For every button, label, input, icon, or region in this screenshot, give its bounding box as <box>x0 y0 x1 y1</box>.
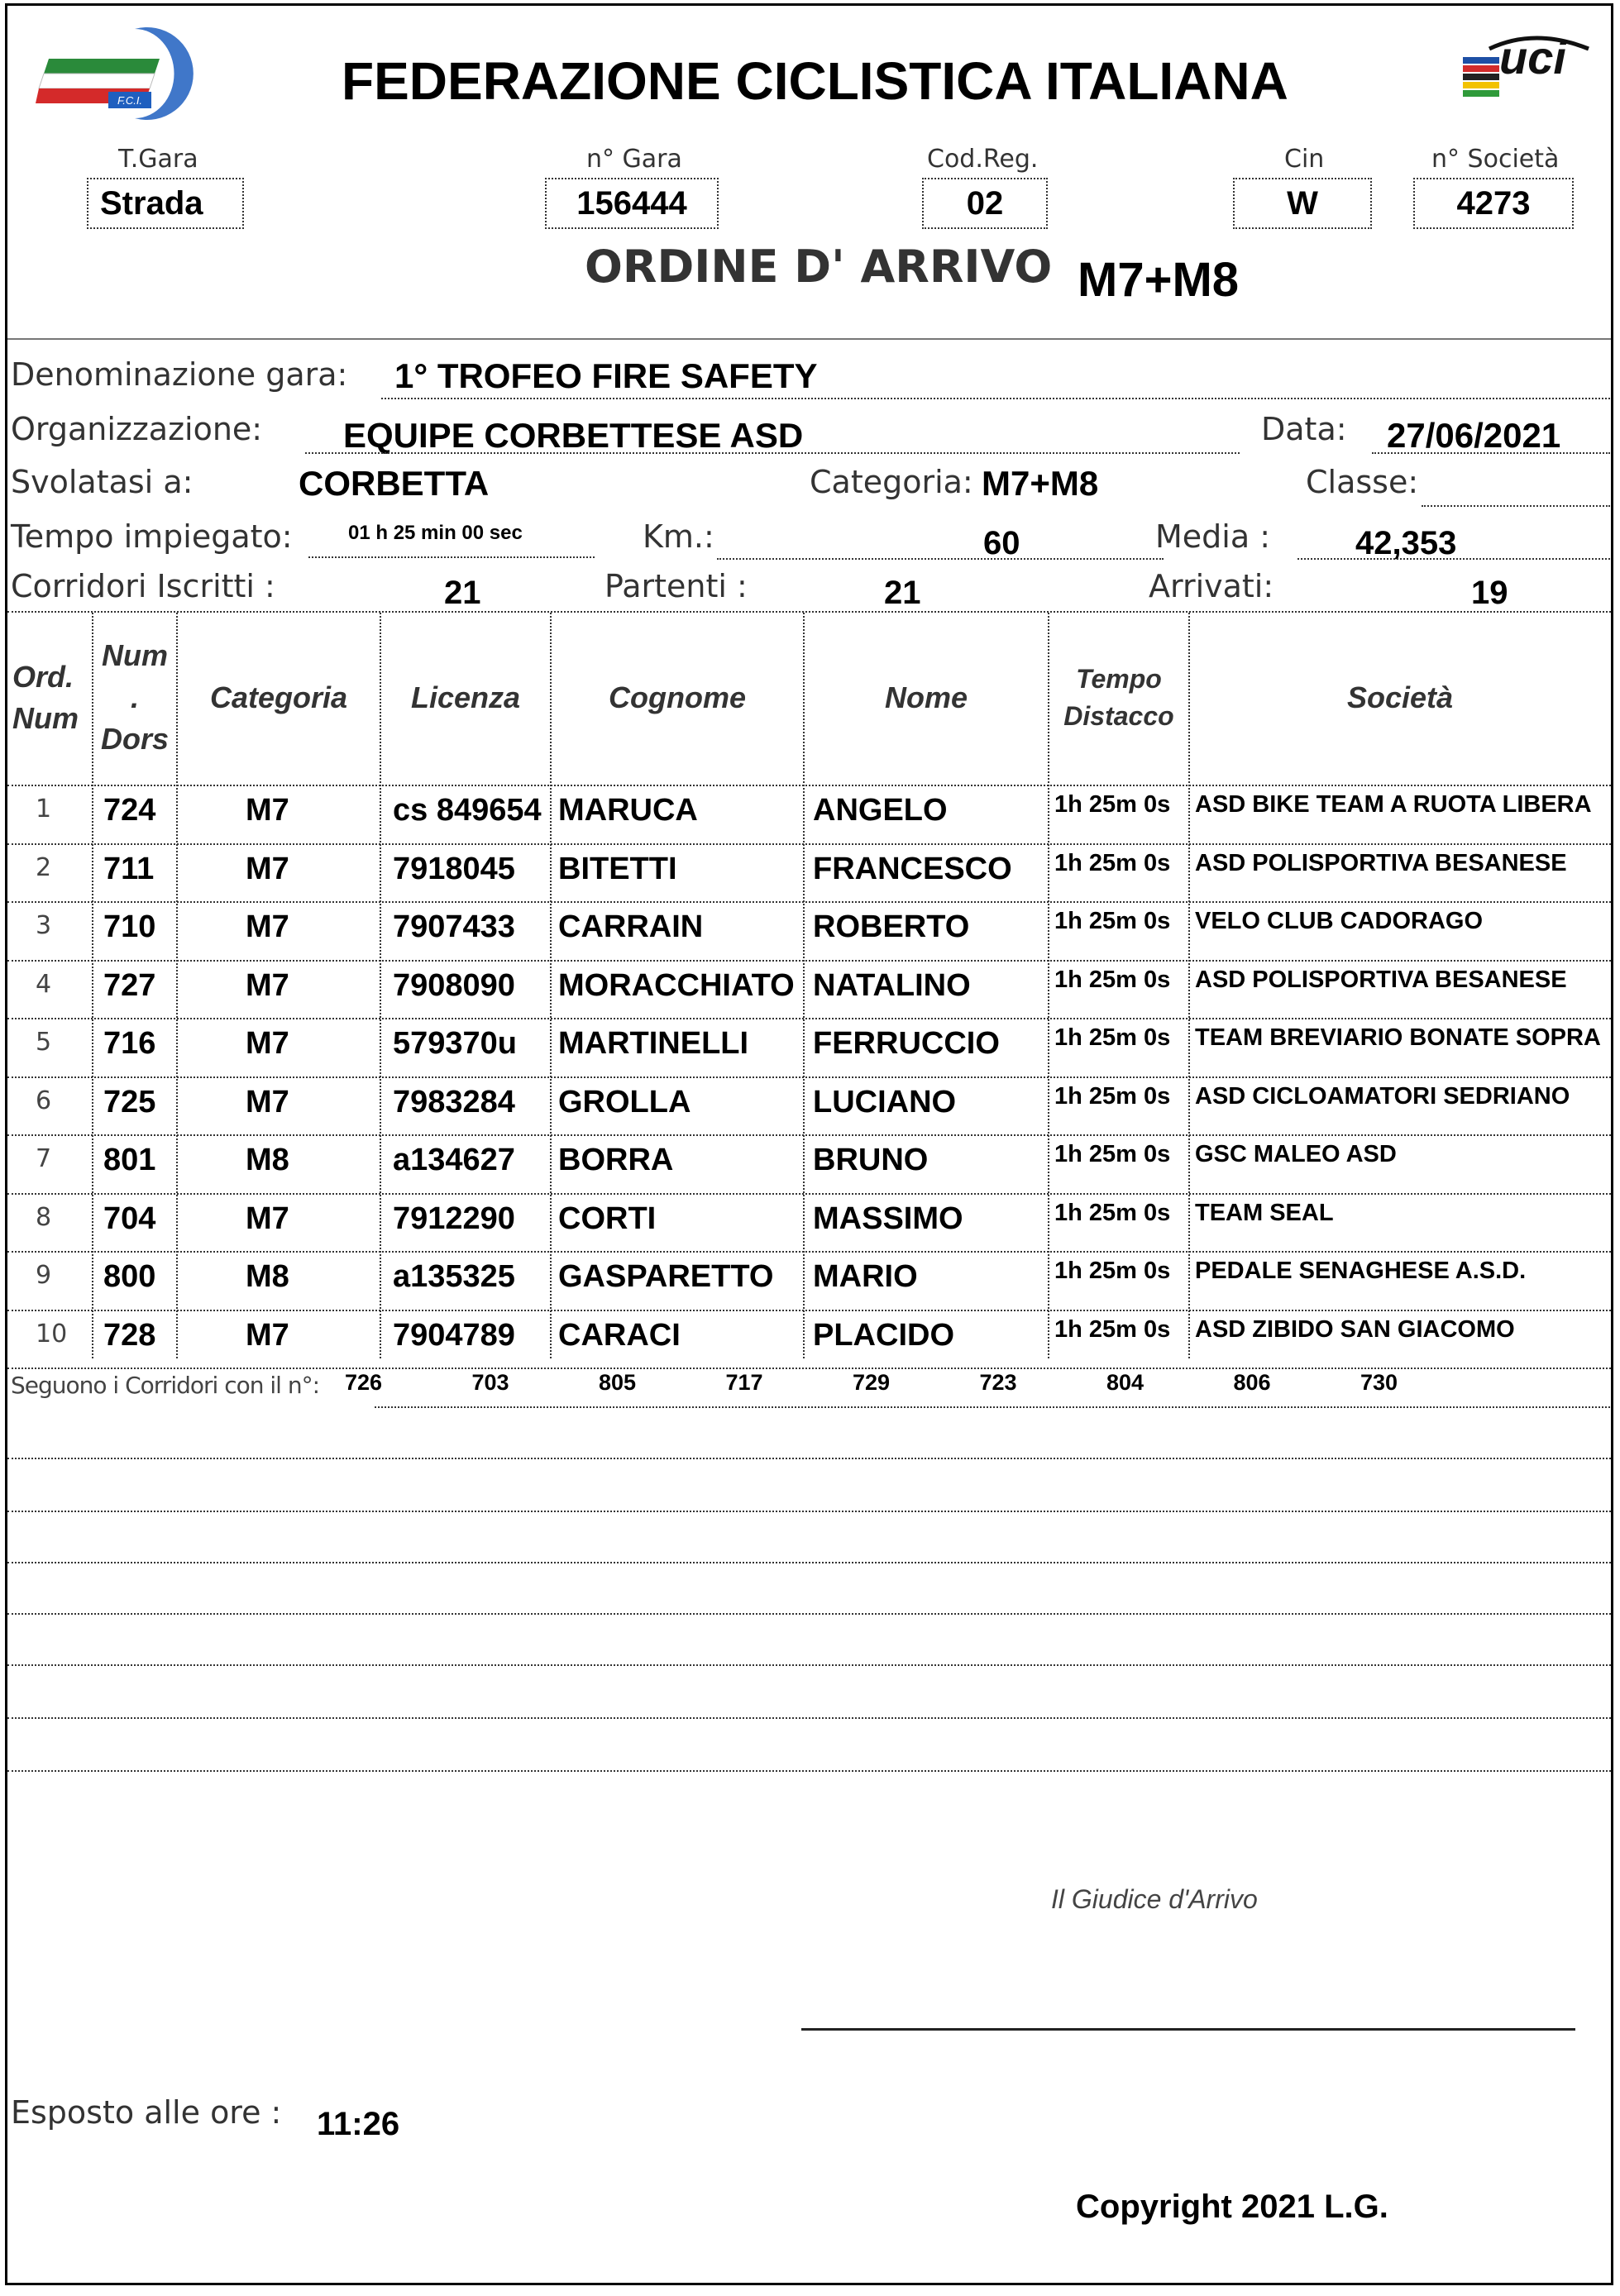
cell-societa: ASD CICLOAMATORI SEDRIANO <box>1195 1082 1570 1110</box>
cell-nome: LUCIANO <box>813 1084 957 1119</box>
following-number: 806 <box>1233 1370 1271 1395</box>
following-number: 723 <box>979 1370 1017 1395</box>
arrivati-label: Arrivati: <box>1149 568 1274 604</box>
table-row <box>7 1195 1611 1253</box>
table-row <box>7 845 1611 904</box>
federation-title: FEDERAZIONE CICLISTICA ITALIANA <box>342 51 1288 111</box>
tgara-field: Strada <box>87 178 244 229</box>
cin-field: W <box>1233 178 1372 229</box>
cell-tempo: 1h 25m 0s <box>1054 1024 1171 1051</box>
codreg-field: 02 <box>922 178 1048 229</box>
cin-label: Cin <box>1284 145 1325 174</box>
cell-tempo: 1h 25m 0s <box>1054 966 1171 993</box>
blank-line-5 <box>7 1664 1611 1666</box>
blank-line-6 <box>7 1717 1611 1719</box>
cell-tempo: 1h 25m 0s <box>1054 849 1171 876</box>
cell-nome: FRANCESCO <box>813 851 1012 886</box>
data-value: 27/06/2021 <box>1387 416 1561 455</box>
classe-line <box>1422 505 1610 507</box>
denominazione-label: Denominazione gara: <box>11 356 348 393</box>
cell-categoria: M7 <box>246 1026 289 1061</box>
header-ord <box>7 613 97 783</box>
header-separator <box>7 338 1611 340</box>
header-num-line2: . <box>130 680 139 714</box>
header-cognome: Cognome <box>609 680 746 714</box>
cell-categoria: M7 <box>246 1084 289 1119</box>
cell-ord: 4 <box>36 969 52 999</box>
cell-categoria: M7 <box>246 1201 289 1236</box>
cell-licenza: a135325 <box>393 1259 515 1294</box>
cell-cognome: MARTINELLI <box>558 1026 749 1061</box>
esposto-value: 11:26 <box>317 2106 400 2142</box>
cell-ord: 8 <box>36 1202 52 1232</box>
km-value: 60 <box>983 525 1020 561</box>
media-line <box>1297 558 1610 560</box>
uci-logo <box>1456 24 1597 131</box>
cell-nome: PLACIDO <box>813 1317 954 1353</box>
giudice-label: Il Giudice d'Arrivo <box>1051 1884 1258 1914</box>
cell-licenza: cs 849654 <box>393 793 542 828</box>
cell-ord: 7 <box>36 1144 52 1173</box>
cell-cognome: BORRA <box>558 1143 674 1177</box>
esposto-label: Esposto alle ore : <box>11 2094 282 2131</box>
tgara-label: T.Gara <box>118 145 198 174</box>
copyright: Copyright 2021 L.G. <box>1076 2189 1388 2225</box>
cell-ord: 10 <box>36 1319 68 1348</box>
cell-tempo: 1h 25m 0s <box>1054 1082 1171 1110</box>
cell-nome: NATALINO <box>813 967 971 1003</box>
nsocieta-field: 4273 <box>1413 178 1574 229</box>
cell-licenza: a134627 <box>393 1143 515 1177</box>
cell-dors: 728 <box>103 1317 156 1353</box>
header-tempo-line1: Tempo <box>1076 664 1162 695</box>
cell-cognome: MARUCA <box>558 793 698 828</box>
cell-dors: 704 <box>103 1201 156 1236</box>
cell-licenza: 7918045 <box>393 851 515 886</box>
fci-logo <box>36 26 209 122</box>
blank-line-2 <box>7 1511 1611 1512</box>
cell-societa: ASD BIKE TEAM A RUOTA LIBERA <box>1195 791 1592 818</box>
cell-licenza: 7983284 <box>393 1084 515 1119</box>
km-label: Km.: <box>643 518 714 555</box>
header-ord-line1: Ord. <box>12 659 74 694</box>
cell-dors: 711 <box>103 851 155 886</box>
blank-line-4 <box>7 1613 1611 1615</box>
cell-licenza: 579370u <box>393 1026 518 1061</box>
cell-dors: 800 <box>103 1259 156 1294</box>
cell-dors: 727 <box>103 967 156 1003</box>
cell-societa: GSC MALEO ASD <box>1195 1141 1397 1167</box>
cell-cognome: CARACI <box>558 1317 681 1353</box>
data-label: Data: <box>1261 411 1347 447</box>
cell-tempo: 1h 25m 0s <box>1054 1258 1171 1284</box>
denominazione-line <box>381 398 1610 399</box>
header-num-line1: Num <box>102 638 168 673</box>
blank-line-1 <box>7 1458 1611 1459</box>
results-sheet <box>5 3 1613 2285</box>
cell-cognome: CARRAIN <box>558 909 704 944</box>
cell-categoria: M8 <box>246 1143 289 1177</box>
cell-cognome: CORTI <box>558 1201 657 1236</box>
data-line <box>1372 452 1610 454</box>
cell-societa: ASD ZIBIDO SAN GIACOMO <box>1195 1315 1515 1343</box>
cell-cognome: GROLLA <box>558 1084 691 1119</box>
partenti-label: Partenti : <box>605 568 748 604</box>
arrivati-value: 19 <box>1471 575 1508 611</box>
header-nome: Nome <box>884 680 968 714</box>
partenti-value: 21 <box>884 575 921 611</box>
blank-line-7 <box>7 1770 1611 1772</box>
table-row <box>7 962 1611 1020</box>
cell-categoria: M7 <box>246 851 289 886</box>
iscritti-value: 21 <box>444 575 481 611</box>
cell-nome: ANGELO <box>813 793 948 828</box>
media-value: 42,353 <box>1355 525 1457 561</box>
doc-title: ORDINE D' ARRIVO <box>585 241 1053 293</box>
fci-logo-text: F.C.I. <box>117 94 143 107</box>
table-row <box>7 1311 1611 1370</box>
header-num-line3: Dors <box>100 722 170 757</box>
cell-ord: 5 <box>36 1028 52 1057</box>
classe-label: Classe: <box>1306 464 1419 500</box>
ngara-field: 156444 <box>545 178 719 229</box>
uci-logo-text: uci <box>1499 31 1566 84</box>
cell-categoria: M7 <box>246 1317 289 1353</box>
km-line <box>717 558 1164 560</box>
organizzazione-label: Organizzazione: <box>11 411 263 447</box>
following-label: Seguono i Corridori con il n°: <box>11 1372 320 1399</box>
cell-societa: TEAM BREVIARIO BONATE SOPRA <box>1195 1024 1601 1051</box>
cell-ord: 2 <box>36 852 52 882</box>
following-number: 703 <box>471 1370 509 1395</box>
signature-line <box>801 2028 1575 2031</box>
table-row <box>7 1078 1611 1137</box>
following-number: 804 <box>1106 1370 1145 1395</box>
cell-ord: 1 <box>36 795 52 823</box>
cell-nome: BRUNO <box>813 1143 929 1177</box>
cell-nome: MASSIMO <box>813 1201 963 1236</box>
header-societa: Società <box>1346 680 1454 714</box>
table-row <box>7 1253 1611 1311</box>
header-tempo-line2: Distacco <box>1063 701 1174 731</box>
cell-categoria: M7 <box>246 967 289 1003</box>
cell-dors: 716 <box>103 1026 156 1061</box>
cell-societa: ASD POLISPORTIVA BESANESE <box>1195 966 1567 993</box>
following-number: 730 <box>1360 1370 1398 1395</box>
cell-categoria: M7 <box>246 909 289 944</box>
header-num-dors <box>93 613 176 783</box>
cell-societa: ASD POLISPORTIVA BESANESE <box>1195 849 1567 876</box>
table-row <box>7 786 1611 845</box>
header-tempo <box>1049 613 1188 783</box>
cell-tempo: 1h 25m 0s <box>1054 1315 1171 1343</box>
cell-dors: 725 <box>103 1084 156 1119</box>
cell-dors: 801 <box>103 1143 156 1177</box>
cell-ord: 9 <box>36 1261 52 1290</box>
following-number: 726 <box>345 1370 383 1395</box>
table-row <box>7 1019 1611 1078</box>
cell-licenza: 7907433 <box>393 909 515 944</box>
cell-nome: ROBERTO <box>813 909 970 944</box>
cell-ord: 3 <box>36 911 52 940</box>
organizzazione-value: EQUIPE CORBETTESE ASD <box>343 416 804 455</box>
media-label: Media : <box>1155 518 1271 555</box>
cell-categoria: M7 <box>246 793 289 828</box>
ngara-label: n° Gara <box>586 145 682 174</box>
cell-nome: FERRUCCIO <box>813 1026 1000 1061</box>
following-number: 805 <box>599 1370 637 1395</box>
cell-dors: 724 <box>103 793 156 828</box>
cell-tempo: 1h 25m 0s <box>1054 1199 1171 1226</box>
organizzazione-line <box>305 452 1240 454</box>
categoria-value: M7+M8 <box>982 464 1099 503</box>
cell-tempo: 1h 25m 0s <box>1054 1141 1171 1167</box>
categoria-label: Categoria: <box>810 464 973 500</box>
following-number: 729 <box>853 1370 891 1395</box>
tempo-label: Tempo impiegato: <box>11 518 293 555</box>
iscritti-label: Corridori Iscritti : <box>11 568 275 604</box>
svolatasi-value: CORBETTA <box>299 464 490 503</box>
denominazione-value: 1° TROFEO FIRE SAFETY <box>394 356 818 395</box>
cell-nome: MARIO <box>813 1259 918 1294</box>
cell-cognome: GASPARETTO <box>558 1259 774 1294</box>
table-row <box>7 903 1611 962</box>
cell-societa: PEDALE SENAGHESE A.S.D. <box>1195 1258 1527 1284</box>
cell-tempo: 1h 25m 0s <box>1054 908 1171 934</box>
cell-licenza: 7904789 <box>393 1317 515 1353</box>
cell-dors: 710 <box>103 909 156 944</box>
cell-tempo: 1h 25m 0s <box>1054 791 1171 818</box>
header-licenza: Licenza <box>410 680 521 714</box>
cell-societa: VELO CLUB CADORAGO <box>1195 908 1483 934</box>
cell-cognome: MORACCHIATO <box>558 967 795 1003</box>
cell-ord: 6 <box>36 1086 52 1115</box>
cell-licenza: 7908090 <box>393 967 515 1003</box>
cell-societa: TEAM SEAL <box>1195 1199 1334 1226</box>
cell-categoria: M8 <box>246 1259 289 1294</box>
cell-cognome: BITETTI <box>558 851 677 886</box>
table-row <box>7 1136 1611 1195</box>
nsocieta-label: n° Società <box>1431 145 1560 174</box>
codreg-label: Cod.Reg. <box>927 145 1039 174</box>
following-line <box>375 1406 1610 1408</box>
header-ord-line2: Num <box>12 701 79 735</box>
row-divider <box>7 1368 1611 1369</box>
svolatasi-label: Svolatasi a: <box>11 464 194 500</box>
category-title: M7+M8 <box>1078 253 1240 307</box>
header-categoria: Categoria <box>209 680 348 714</box>
tempo-line <box>308 556 595 558</box>
blank-line-3 <box>7 1562 1611 1563</box>
cell-licenza: 7912290 <box>393 1201 515 1236</box>
tempo-value: 01 h 25 min 00 sec <box>348 522 523 544</box>
following-number: 717 <box>725 1370 763 1395</box>
